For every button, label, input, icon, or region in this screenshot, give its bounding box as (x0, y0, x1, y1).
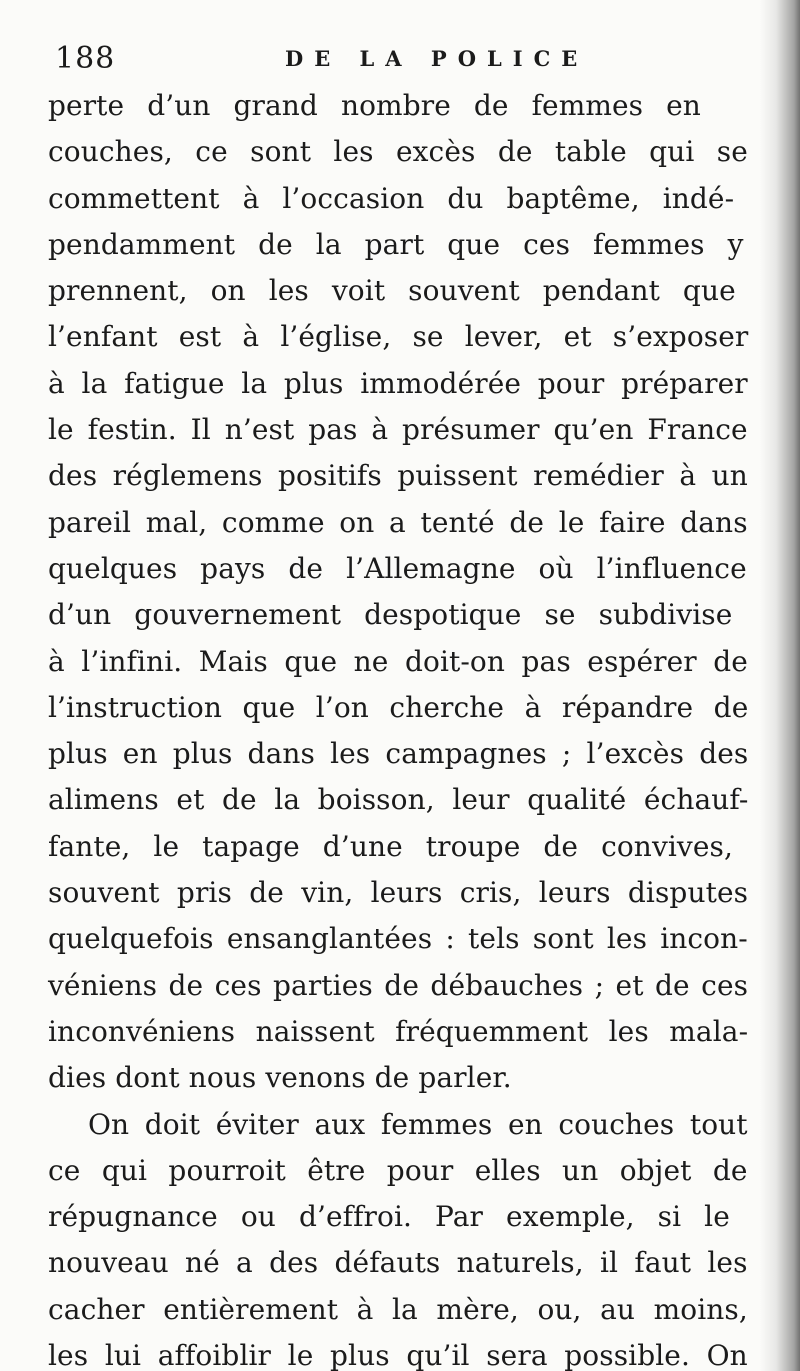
text-line: véniens de ces parties de débauches ; et de ces (48, 968, 749, 1002)
text-line: pendamment de la part que ces femmes y (48, 227, 744, 261)
text-line: l’enfant est à l’église, se lever, et s’exposer (48, 320, 749, 354)
text-line: à la fatigue la plus immodérée pour préparer (48, 366, 748, 400)
text-line: souvent pris de vin, leurs cris, leurs disputes (48, 876, 749, 910)
text-line: couches, ce sont les excès de table qui se (48, 135, 748, 169)
text-line: alimens et de la boisson, leur qualité échauf- (48, 783, 749, 817)
text-line: quelques pays de l’Allemagne où l’influence (48, 551, 747, 585)
running-head: DE LA POLICE (285, 46, 589, 71)
body-text (48, 83, 748, 1371)
text-line: à l’infini. Mais que ne doit-on pas espérer de (48, 644, 748, 678)
text-line: cacher entièrement à la mère, ou, au moins, (48, 1292, 748, 1326)
text-line: pareil mal, comme on a tenté de le faire dans (48, 505, 748, 539)
page-number: 188 (55, 41, 116, 76)
text-line: ce qui pourroit être pour elles un objet de (48, 1153, 748, 1187)
text-line: l’instruction que l’on cherche à répandre de (48, 690, 749, 724)
page-header (55, 34, 745, 84)
text-line: nouveau né a des défauts naturels, il faut les (48, 1246, 748, 1280)
page-gutter-shadow (760, 0, 800, 1371)
text-line: commettent à l’occasion du baptême, indé- (48, 181, 735, 215)
text-line: répugnance ou d’effroi. Par exemple, si le (48, 1200, 730, 1234)
text-line: le festin. Il n’est pas à présumer qu’en France (48, 413, 748, 447)
text-line: perte d’un grand nombre de femmes en (48, 89, 701, 122)
text-line: les lui affoiblir le plus qu’il sera possible. On (48, 1339, 748, 1371)
text-line: inconvéniens naissent fréquemment les mala- (48, 1014, 749, 1048)
text-line: d’un gouvernement despotique se subdivise (48, 598, 733, 632)
text-line: prennent, on les voit souvent pendant que (48, 274, 736, 308)
text-line: des réglemens positifs puissent remédier à un (48, 459, 748, 493)
text-line: fante, le tapage d’une troupe de convives, (48, 829, 733, 863)
text-line: dies dont nous venons de parler. (48, 1061, 512, 1095)
text-line: plus en plus dans les campagnes ; l’excès des (48, 737, 749, 771)
paragraph-start-line: On doit éviter aux femmes en couches tout (88, 1107, 748, 1141)
text-line: quelquefois ensanglantées : tels sont les incon- (48, 922, 748, 956)
